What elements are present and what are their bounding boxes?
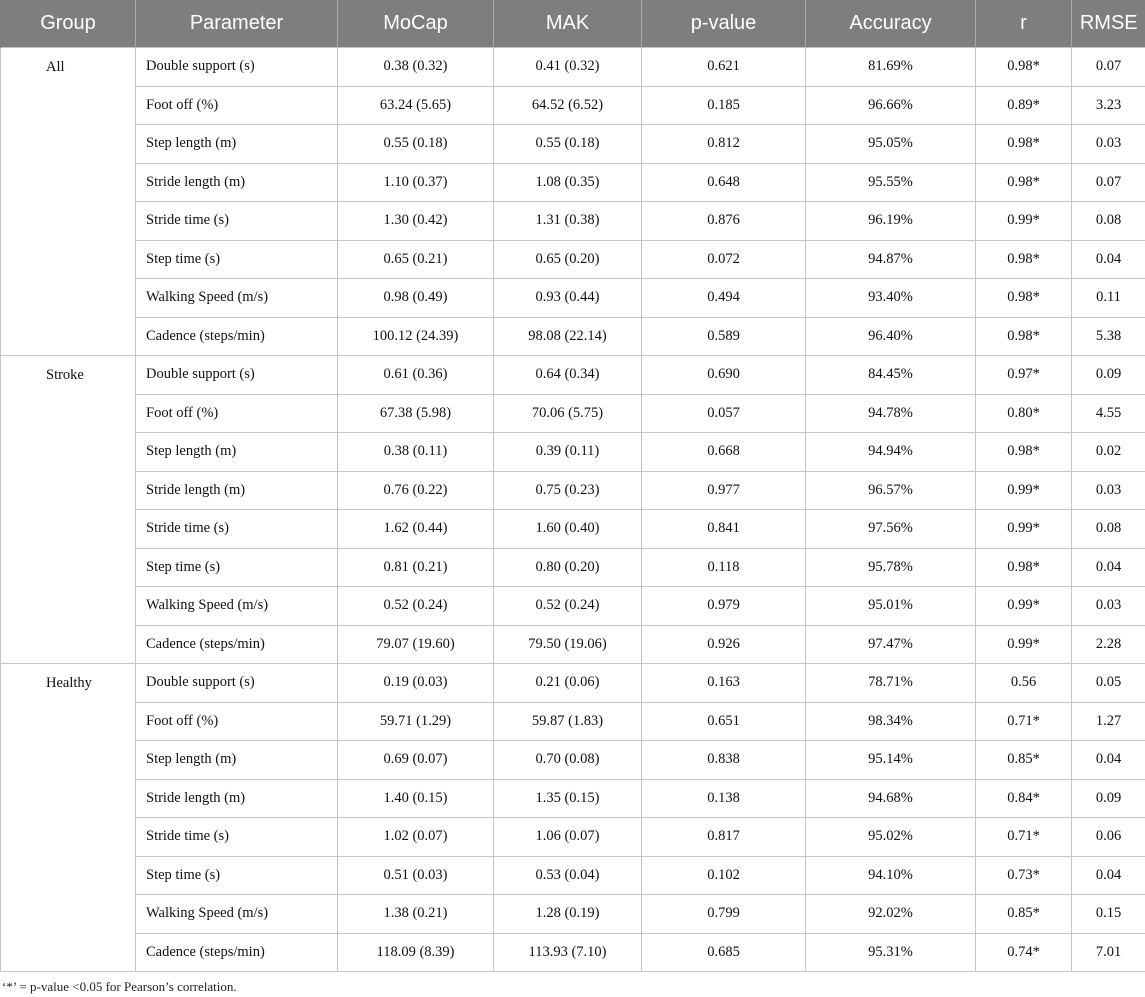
accuracy-cell: 78.71% [806, 664, 976, 703]
rmse-cell: 0.08 [1072, 202, 1145, 241]
mocap-cell: 59.71 (1.29) [338, 702, 494, 741]
mak-cell: 64.52 (6.52) [494, 86, 642, 125]
table-row [1, 240, 1145, 279]
parameter-cell: Cadence (steps/min) [136, 625, 338, 664]
p-value-cell: 0.838 [642, 741, 806, 780]
mak-cell: 0.52 (0.24) [494, 587, 642, 626]
header-rmse: RMSE [1072, 0, 1145, 48]
r-cell: 0.99* [976, 471, 1072, 510]
r-cell: 0.98* [976, 240, 1072, 279]
parameter-cell: Stride length (m) [136, 779, 338, 818]
mak-cell: 0.21 (0.06) [494, 664, 642, 703]
p-value-cell: 0.841 [642, 510, 806, 549]
r-cell: 0.73* [976, 856, 1072, 895]
rmse-cell: 0.09 [1072, 356, 1145, 395]
table-row [1, 895, 1145, 934]
mocap-cell: 67.38 (5.98) [338, 394, 494, 433]
p-value-cell: 0.876 [642, 202, 806, 241]
parameter-cell: Step time (s) [136, 548, 338, 587]
r-cell: 0.99* [976, 625, 1072, 664]
parameter-cell: Foot off (%) [136, 394, 338, 433]
parameter-cell: Stride length (m) [136, 163, 338, 202]
parameter-cell: Stride length (m) [136, 471, 338, 510]
mak-cell: 0.55 (0.18) [494, 125, 642, 164]
parameter-cell: Cadence (steps/min) [136, 933, 338, 972]
mocap-cell: 0.19 (0.03) [338, 664, 494, 703]
accuracy-cell: 97.56% [806, 510, 976, 549]
p-value-cell: 0.812 [642, 125, 806, 164]
header-r: r [976, 0, 1072, 48]
mak-cell: 1.06 (0.07) [494, 818, 642, 857]
accuracy-cell: 95.55% [806, 163, 976, 202]
mocap-cell: 1.30 (0.42) [338, 202, 494, 241]
accuracy-cell: 95.02% [806, 818, 976, 857]
mak-cell: 70.06 (5.75) [494, 394, 642, 433]
table-row [1, 163, 1145, 202]
accuracy-cell: 94.87% [806, 240, 976, 279]
table-row [1, 394, 1145, 433]
parameter-cell: Double support (s) [136, 664, 338, 703]
mocap-cell: 100.12 (24.39) [338, 317, 494, 356]
table-row [1, 202, 1145, 241]
parameter-cell: Step time (s) [136, 240, 338, 279]
rmse-cell: 0.07 [1072, 48, 1145, 87]
r-cell: 0.98* [976, 48, 1072, 87]
rmse-cell: 0.04 [1072, 856, 1145, 895]
mocap-cell: 0.98 (0.49) [338, 279, 494, 318]
rmse-cell: 7.01 [1072, 933, 1145, 972]
p-value-cell: 0.185 [642, 86, 806, 125]
rmse-cell: 5.38 [1072, 317, 1145, 356]
r-cell: 0.85* [976, 741, 1072, 780]
rmse-cell: 0.05 [1072, 664, 1145, 703]
parameter-cell: Step length (m) [136, 125, 338, 164]
mak-cell: 0.64 (0.34) [494, 356, 642, 395]
r-cell: 0.71* [976, 818, 1072, 857]
mocap-cell: 1.10 (0.37) [338, 163, 494, 202]
p-value-cell: 0.817 [642, 818, 806, 857]
parameter-cell: Stride time (s) [136, 818, 338, 857]
mocap-cell: 0.65 (0.21) [338, 240, 494, 279]
parameter-cell: Step length (m) [136, 433, 338, 472]
mak-cell: 98.08 (22.14) [494, 317, 642, 356]
mocap-cell: 0.69 (0.07) [338, 741, 494, 780]
mak-cell: 113.93 (7.10) [494, 933, 642, 972]
header-parameter: Parameter [136, 0, 338, 48]
accuracy-cell: 84.45% [806, 356, 976, 395]
p-value-cell: 0.977 [642, 471, 806, 510]
accuracy-cell: 96.66% [806, 86, 976, 125]
mocap-cell: 1.38 (0.21) [338, 895, 494, 934]
parameter-cell: Step length (m) [136, 741, 338, 780]
p-value-cell: 0.057 [642, 394, 806, 433]
p-value-cell: 0.102 [642, 856, 806, 895]
rmse-cell: 0.03 [1072, 587, 1145, 626]
p-value-cell: 0.651 [642, 702, 806, 741]
r-cell: 0.85* [976, 895, 1072, 934]
header-p-value: p-value [642, 0, 806, 48]
rmse-cell: 0.04 [1072, 240, 1145, 279]
table-row [1, 510, 1145, 549]
r-cell: 0.84* [976, 779, 1072, 818]
group-cell: Stroke [1, 356, 136, 664]
parameter-cell: Foot off (%) [136, 702, 338, 741]
parameter-cell: Step time (s) [136, 856, 338, 895]
parameter-cell: Walking Speed (m/s) [136, 279, 338, 318]
rmse-cell: 0.02 [1072, 433, 1145, 472]
parameter-cell: Cadence (steps/min) [136, 317, 338, 356]
mak-cell: 59.87 (1.83) [494, 702, 642, 741]
accuracy-cell: 98.34% [806, 702, 976, 741]
parameter-cell: Double support (s) [136, 48, 338, 87]
parameter-cell: Stride time (s) [136, 202, 338, 241]
parameter-cell: Double support (s) [136, 356, 338, 395]
table-row [1, 779, 1145, 818]
table-row [1, 548, 1145, 587]
p-value-cell: 0.926 [642, 625, 806, 664]
accuracy-cell: 96.19% [806, 202, 976, 241]
rmse-cell: 1.27 [1072, 702, 1145, 741]
mak-cell: 0.41 (0.32) [494, 48, 642, 87]
r-cell: 0.99* [976, 510, 1072, 549]
p-value-cell: 0.621 [642, 48, 806, 87]
table-row [1, 818, 1145, 857]
table-row [1, 664, 1145, 703]
rmse-cell: 0.08 [1072, 510, 1145, 549]
mak-cell: 1.08 (0.35) [494, 163, 642, 202]
p-value-cell: 0.163 [642, 664, 806, 703]
table-row [1, 471, 1145, 510]
mocap-cell: 0.81 (0.21) [338, 548, 494, 587]
rmse-cell: 0.11 [1072, 279, 1145, 318]
mocap-cell: 1.02 (0.07) [338, 818, 494, 857]
r-cell: 0.99* [976, 202, 1072, 241]
p-value-cell: 0.118 [642, 548, 806, 587]
table-row [1, 317, 1145, 356]
p-value-cell: 0.685 [642, 933, 806, 972]
rmse-cell: 0.07 [1072, 163, 1145, 202]
table-row [1, 279, 1145, 318]
r-cell: 0.71* [976, 702, 1072, 741]
mak-cell: 1.35 (0.15) [494, 779, 642, 818]
accuracy-cell: 95.01% [806, 587, 976, 626]
mocap-cell: 0.55 (0.18) [338, 125, 494, 164]
p-value-cell: 0.979 [642, 587, 806, 626]
parameter-cell: Walking Speed (m/s) [136, 587, 338, 626]
header-mak: MAK [494, 0, 642, 48]
accuracy-cell: 94.94% [806, 433, 976, 472]
rmse-cell: 0.15 [1072, 895, 1145, 934]
mocap-cell: 0.76 (0.22) [338, 471, 494, 510]
mak-cell: 0.65 (0.20) [494, 240, 642, 279]
r-cell: 0.98* [976, 279, 1072, 318]
p-value-cell: 0.690 [642, 356, 806, 395]
table-row [1, 625, 1145, 664]
accuracy-cell: 81.69% [806, 48, 976, 87]
table-row [1, 741, 1145, 780]
r-cell: 0.80* [976, 394, 1072, 433]
mocap-cell: 0.51 (0.03) [338, 856, 494, 895]
table-row [1, 702, 1145, 741]
accuracy-cell: 94.10% [806, 856, 976, 895]
rmse-cell: 3.23 [1072, 86, 1145, 125]
mak-cell: 0.70 (0.08) [494, 741, 642, 780]
r-cell: 0.74* [976, 933, 1072, 972]
table-row [1, 933, 1145, 972]
rmse-cell: 0.03 [1072, 125, 1145, 164]
rmse-cell: 0.06 [1072, 818, 1145, 857]
header-accuracy: Accuracy [806, 0, 976, 48]
p-value-cell: 0.138 [642, 779, 806, 818]
parameter-cell: Stride time (s) [136, 510, 338, 549]
mocap-cell: 1.62 (0.44) [338, 510, 494, 549]
accuracy-cell: 92.02% [806, 895, 976, 934]
parameter-cell: Foot off (%) [136, 86, 338, 125]
r-cell: 0.98* [976, 433, 1072, 472]
mak-cell: 0.75 (0.23) [494, 471, 642, 510]
rmse-cell: 4.55 [1072, 394, 1145, 433]
header-mocap: MoCap [338, 0, 494, 48]
accuracy-cell: 94.78% [806, 394, 976, 433]
group-cell: Healthy [1, 664, 136, 972]
mocap-cell: 0.38 (0.32) [338, 48, 494, 87]
accuracy-cell: 93.40% [806, 279, 976, 318]
r-cell: 0.98* [976, 125, 1072, 164]
mocap-cell: 0.52 (0.24) [338, 587, 494, 626]
r-cell: 0.97* [976, 356, 1072, 395]
mak-cell: 0.53 (0.04) [494, 856, 642, 895]
table-body [1, 48, 1145, 972]
p-value-cell: 0.494 [642, 279, 806, 318]
p-value-cell: 0.668 [642, 433, 806, 472]
p-value-cell: 0.589 [642, 317, 806, 356]
mocap-cell: 118.09 (8.39) [338, 933, 494, 972]
p-value-cell: 0.072 [642, 240, 806, 279]
mak-cell: 1.28 (0.19) [494, 895, 642, 934]
mak-cell: 1.60 (0.40) [494, 510, 642, 549]
accuracy-cell: 95.14% [806, 741, 976, 780]
rmse-cell: 2.28 [1072, 625, 1145, 664]
mocap-cell: 63.24 (5.65) [338, 86, 494, 125]
accuracy-cell: 96.40% [806, 317, 976, 356]
header-row [1, 0, 1145, 48]
accuracy-cell: 94.68% [806, 779, 976, 818]
header-group: Group [1, 0, 136, 48]
mocap-cell: 0.38 (0.11) [338, 433, 494, 472]
mak-cell: 1.31 (0.38) [494, 202, 642, 241]
mocap-cell: 1.40 (0.15) [338, 779, 494, 818]
accuracy-cell: 97.47% [806, 625, 976, 664]
r-cell: 0.98* [976, 317, 1072, 356]
r-cell: 0.98* [976, 548, 1072, 587]
rmse-cell: 0.09 [1072, 779, 1145, 818]
accuracy-cell: 95.05% [806, 125, 976, 164]
table-row [1, 125, 1145, 164]
mocap-cell: 79.07 (19.60) [338, 625, 494, 664]
group-cell: All [1, 48, 136, 356]
mak-cell: 0.80 (0.20) [494, 548, 642, 587]
rmse-cell: 0.04 [1072, 741, 1145, 780]
table-row [1, 856, 1145, 895]
rmse-cell: 0.04 [1072, 548, 1145, 587]
mak-cell: 0.93 (0.44) [494, 279, 642, 318]
mocap-cell: 0.61 (0.36) [338, 356, 494, 395]
mak-cell: 79.50 (19.06) [494, 625, 642, 664]
r-cell: 0.99* [976, 587, 1072, 626]
table-row [1, 48, 1145, 87]
r-cell: 0.98* [976, 163, 1072, 202]
rmse-cell: 0.03 [1072, 471, 1145, 510]
table-row [1, 433, 1145, 472]
accuracy-cell: 95.78% [806, 548, 976, 587]
table-row [1, 86, 1145, 125]
mak-cell: 0.39 (0.11) [494, 433, 642, 472]
table-row [1, 587, 1145, 626]
r-cell: 0.89* [976, 86, 1072, 125]
table-row [1, 356, 1145, 395]
accuracy-cell: 96.57% [806, 471, 976, 510]
accuracy-cell: 95.31% [806, 933, 976, 972]
p-value-cell: 0.799 [642, 895, 806, 934]
table-footnote: ‘*’ = p-value <0.05 for Pearson’s correlation. [2, 979, 237, 994]
p-value-cell: 0.648 [642, 163, 806, 202]
r-cell: 0.56 [976, 664, 1072, 703]
parameter-cell: Walking Speed (m/s) [136, 895, 338, 934]
